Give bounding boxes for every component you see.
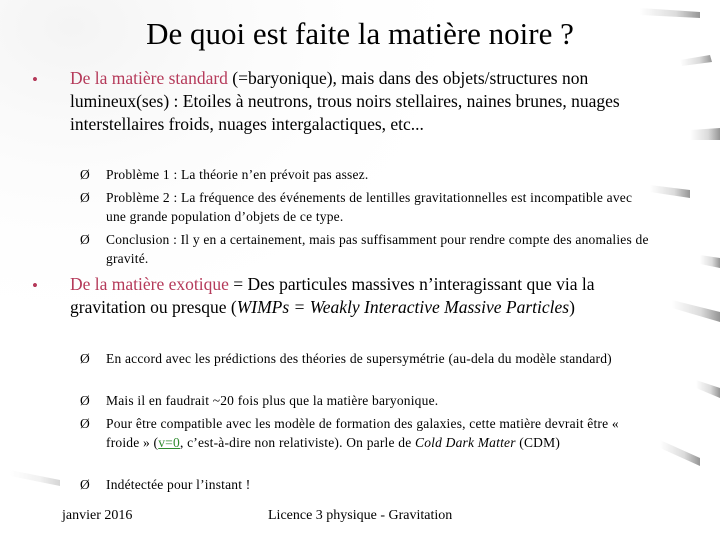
section1-lead: De la matière standard xyxy=(70,68,228,88)
slide-title: De quoi est faite la matière noire ? xyxy=(146,16,574,51)
arrow-icon: Ø xyxy=(80,416,90,431)
bullet-2: • xyxy=(32,276,38,295)
footer-course: Licence 3 physique - Gravitation xyxy=(268,508,453,523)
section1-paragraph xyxy=(70,67,630,136)
section2-point-3: Ø Pour être compatible avec les modèle de formation des galaxies, cette matière devrait être « froide » (v=0, c’est-à-dire non relativiste). On parle de Cold Dark Matter (CDM) xyxy=(80,416,619,450)
arrow-icon: Ø xyxy=(80,167,90,182)
section2-lead: De la matière exotique xyxy=(70,274,229,294)
section2-paragraph: De la matière exotique = Des particules massives n’interagissant que via la gravitation ou presque (WIMPs = Weakly Interactive Massive Particles) xyxy=(70,274,595,317)
arrow-icon: Ø xyxy=(80,232,90,247)
bullet-1: • xyxy=(32,70,38,89)
arrow-icon: Ø xyxy=(80,190,90,205)
velocity-symbol: v=0 xyxy=(158,435,180,450)
section1-point-3: Ø Conclusion : Il y en a certainement, mais pas suffisamment pour rendre compte des anomalies de gravité. xyxy=(80,232,649,266)
cdm-term: Cold Dark Matter xyxy=(414,435,516,450)
section1-text: (=baryonique), mais dans des objets/structures non lumineux(ses) : Etoiles à neutrons, trous noirs stellaires, naines brunes, nuages interstellaires froids, nuages intergalactiques, etc... xyxy=(70,68,620,134)
arrow-icon: Ø xyxy=(80,351,90,366)
section2-point-1: Ø En accord avec les prédictions des théories de supersymétrie (au-dela du modèle standard) xyxy=(80,351,612,366)
wimps-definition: WIMPs = Weakly Interactive Massive Particles xyxy=(236,297,570,317)
arrow-icon: Ø xyxy=(80,477,90,492)
section2-point-4: Ø Indétectée pour l’instant ! xyxy=(80,477,251,492)
section1-point-1: Ø Problème 1 : La théorie n’en prévoit pas assez. xyxy=(80,167,369,182)
arrow-icon: Ø xyxy=(80,393,90,408)
section2-point-2: Ø Mais il en faudrait ~20 fois plus que la matière baryonique. xyxy=(80,393,439,408)
footer-date: janvier 2016 xyxy=(62,508,133,523)
section1-point-2: Ø Problème 2 : La fréquence des événements de lentilles gravitationnelles est incompatible avec une grande population d’objets de ce type. xyxy=(80,190,633,224)
